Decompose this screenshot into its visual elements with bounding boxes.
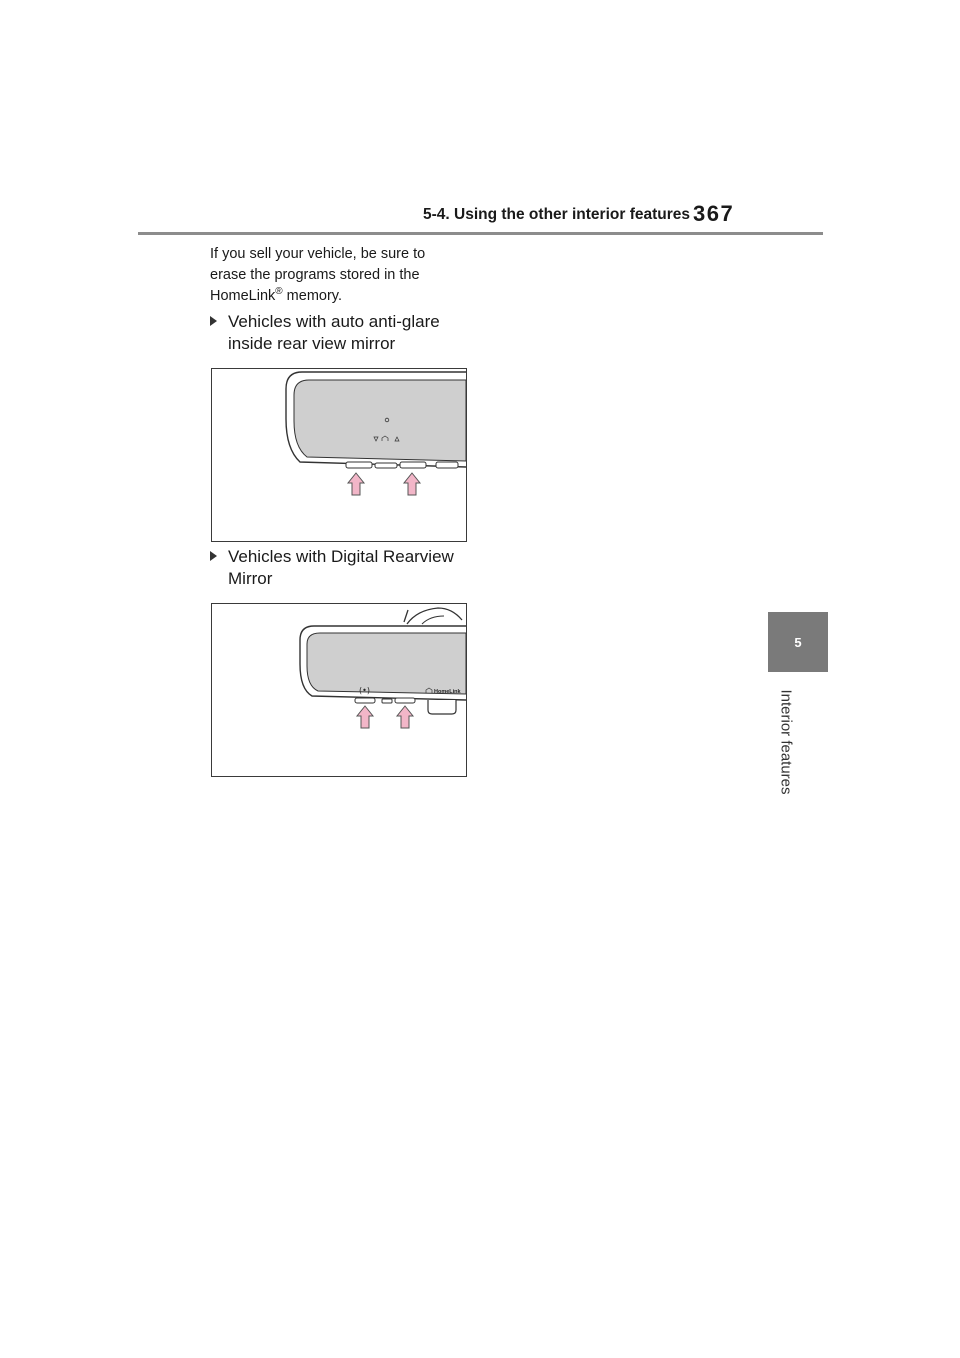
mirror-button-middle bbox=[375, 463, 397, 468]
chapter-number: 5 bbox=[794, 634, 802, 650]
chapter-tab bbox=[768, 612, 828, 672]
mirror-button-end bbox=[436, 462, 458, 468]
mirror-mount-arm-inner bbox=[422, 616, 444, 624]
pointer-arrow-right bbox=[397, 706, 413, 728]
wireless-signal-icon: (•) bbox=[359, 686, 370, 695]
bullet-arrow-icon bbox=[210, 316, 217, 326]
pointer-arrow-left bbox=[357, 706, 373, 728]
intro-line-1: If you sell your vehicle, be sure to bbox=[210, 246, 426, 262]
mirror-glass bbox=[294, 380, 466, 461]
mirror-button-right bbox=[395, 698, 415, 703]
header-rule bbox=[138, 232, 823, 235]
homelink-label: HomeLink bbox=[434, 689, 461, 695]
camera-switch-lever bbox=[428, 700, 456, 714]
intro-line-2: erase the programs stored in the bbox=[210, 267, 420, 283]
section-heading-auto-anti-glare bbox=[210, 311, 480, 355]
mirror-button-left bbox=[355, 698, 375, 703]
mirror-button-left bbox=[346, 462, 372, 468]
mirror-button-middle bbox=[382, 699, 392, 703]
figure-auto-anti-glare-mirror bbox=[211, 368, 467, 542]
mirror-glass bbox=[307, 633, 466, 694]
mirror-mount-stem bbox=[404, 610, 408, 622]
mirror-illustration-2 bbox=[212, 604, 466, 776]
pointer-arrow-left bbox=[348, 473, 364, 495]
bullet-arrow-icon bbox=[210, 551, 217, 561]
mirror-mount-arm bbox=[407, 608, 462, 624]
section-heading-text: Vehicles with auto anti-glare inside rear view mirror bbox=[228, 312, 440, 353]
intro-line-3-before: HomeLink bbox=[210, 288, 276, 304]
page-number: 367 bbox=[693, 201, 735, 226]
chapter-title: Interior features bbox=[777, 689, 795, 795]
intro-paragraph bbox=[210, 244, 480, 307]
pointer-arrow-right bbox=[404, 473, 420, 495]
mirror-button-right bbox=[400, 462, 426, 468]
intro-line-3-after: memory. bbox=[282, 288, 343, 304]
registered-mark: ® bbox=[275, 286, 283, 298]
section-title: 5-4. Using the other interior features bbox=[423, 206, 690, 223]
mirror-illustration-1 bbox=[212, 369, 466, 541]
section-heading-text: Vehicles with Digital Rearview Mirror bbox=[228, 547, 454, 588]
figure-digital-rearview-mirror bbox=[211, 603, 467, 777]
section-heading-digital-rearview bbox=[210, 546, 480, 590]
